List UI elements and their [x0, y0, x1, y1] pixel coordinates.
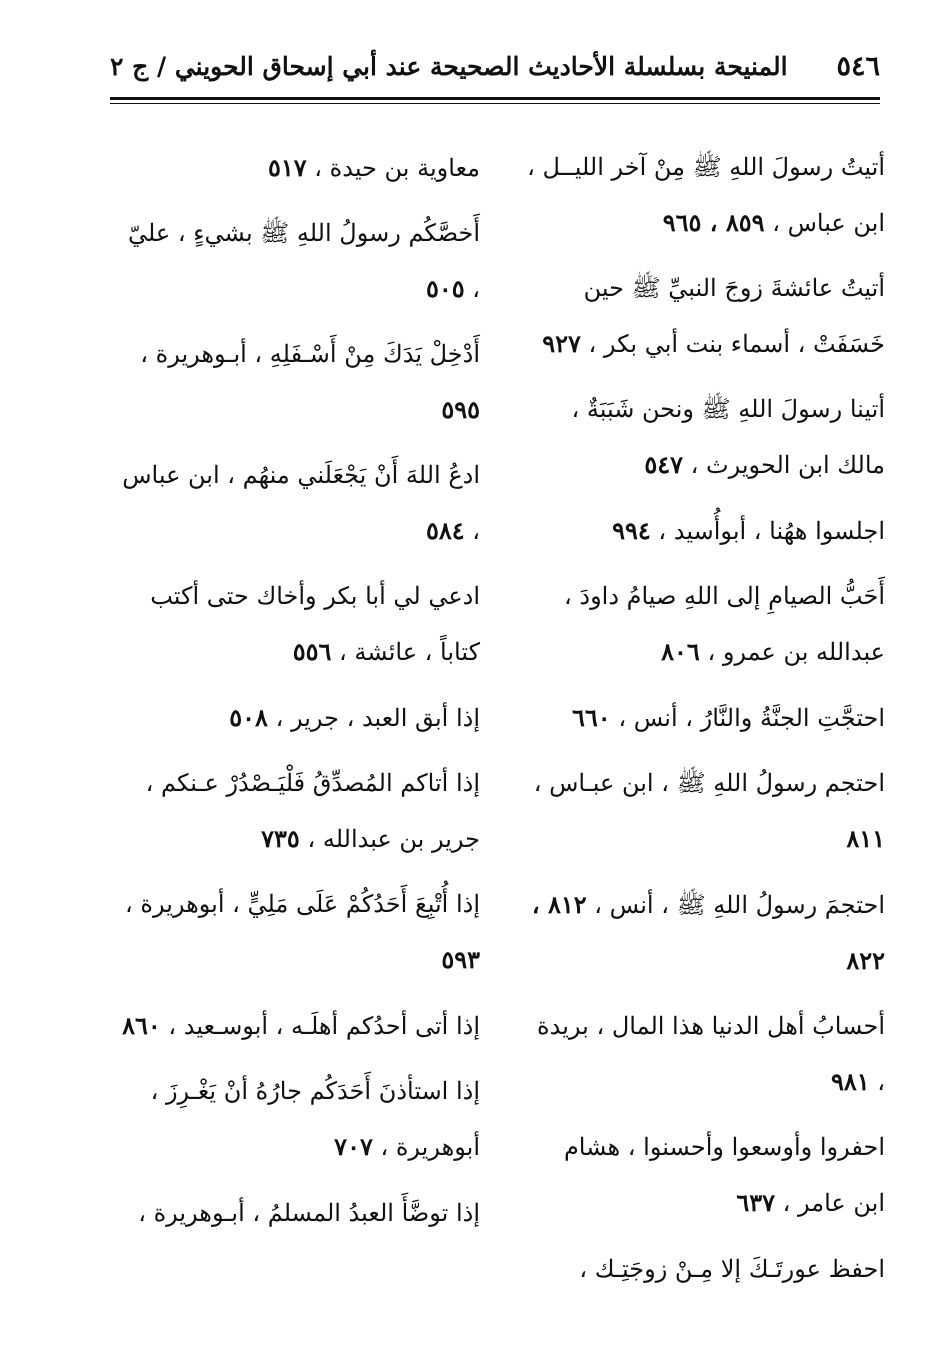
entry-reference: ٦٣٧ [736, 1188, 775, 1217]
index-entry [120, 206, 480, 317]
index-entry [120, 1064, 480, 1175]
entry-text: اجلسوا ههُنا ، أبوأُسيد ، [658, 517, 885, 545]
index-entry [525, 690, 885, 746]
entry-reference: ٩٢٧ [542, 329, 581, 358]
left-column [120, 140, 480, 1251]
index-entry [120, 756, 480, 867]
index-entry [525, 503, 885, 559]
entry-reference: ٥٨٤ [425, 516, 465, 545]
entry-text: إذا أبق العبد ، جرير ، [275, 704, 480, 732]
right-column [525, 140, 885, 1307]
entry-reference: ٥٩٣ [441, 945, 480, 974]
entry-reference: ٨٥٩ ، ٩٦٥ [662, 208, 765, 237]
running-title: المنيحة بسلسلة الأحاديث الصحيحة عند أبي إسحاق الحويني / ج ٢ [110, 51, 788, 81]
index-entry [525, 1120, 885, 1231]
entry-text: احفظ عورتَـكَ إلا مِـنْ زوجَتِـك ، [579, 1255, 885, 1283]
entry-text: معاوية بن حيدة ، [314, 154, 480, 182]
entry-reference: ٥٩٥ [441, 395, 480, 424]
entry-text: ادعُ اللهَ أَنْ يَجْعَلَني منهُم ، ابن عباس ، [122, 461, 480, 545]
entry-reference: ٨١١ [846, 824, 885, 853]
page-header [110, 40, 880, 92]
index-entry [120, 327, 480, 438]
entry-text: احتجَّتِ الجنَّةُ والنَّارُ ، أنس ، [618, 704, 885, 732]
index-entry [120, 569, 480, 680]
entry-text: احتجم رسولُ اللهِ ﷺ ، ابن عبـاس ، [533, 769, 885, 797]
entry-reference: ٨٦٠ [122, 1011, 161, 1040]
entry-reference: ٦٦٠ [572, 703, 611, 732]
entry-reference: ٥٠٨ [229, 703, 268, 732]
entry-text: أَخصَّكُم رسولُ اللهِ ﷺ بشيءٍ ، عليّ ، [127, 219, 480, 303]
index-entry [525, 756, 885, 867]
entry-reference: ٥١٧ [267, 153, 307, 182]
entry-text: احفروا وأوسعوا وأحسنوا ، هشام ابن عامر ، [563, 1133, 885, 1217]
index-entry [120, 140, 480, 196]
index-entry [525, 877, 885, 989]
index-entry [525, 1241, 885, 1297]
entry-text: إذا توضَّأَ العبدُ المسلمُ ، أبـوهريرة ، [138, 1199, 480, 1227]
index-entry [120, 448, 480, 559]
page-number: ٥٤٦ [836, 50, 880, 82]
entry-reference: ٥٥٦ [292, 637, 332, 666]
header-rule-thick [110, 97, 880, 100]
index-entry [120, 877, 480, 988]
entry-reference: ٨٠٦ [661, 637, 700, 666]
entry-text: إذا أتاكم المُصدِّقُ فَلْيَـصْدُرْ عـنكم ، جرير بن عبدالله ، [145, 769, 480, 853]
entry-text: إذا استأذنَ أَحَدَكُم جارُهُ أنْ يَغْـرِزَ ، أبوهريرة ، [150, 1077, 480, 1161]
entry-text: أتينا رسولَ اللهِ ﷺ ونحن شَبَبَةٌ ، مالك ابن الحويرث ، [571, 395, 885, 479]
index-entry [120, 1185, 480, 1241]
entry-text: احتجمَ رسولُ اللهِ ﷺ ، أنس ، [594, 891, 885, 919]
entry-reference: ٥٠٥ [425, 274, 465, 303]
entry-text: إذا أُتْبِعَ أَحَدُكُمْ عَلَى مَلِيٍّ ، أبوهريرة ، [125, 890, 480, 918]
entry-reference: ٨١٢ ، ٨٢٢ [531, 890, 885, 975]
header-rule-thin [110, 103, 880, 104]
entry-text: أحسابُ أهل الدنيا هذا المال ، بريدة ، [537, 1012, 885, 1096]
index-entry [120, 998, 480, 1054]
index-entry [525, 999, 885, 1110]
entry-text: أَحَبُّ الصيامِ إلى اللهِ صيامُ داودَ ، عبدالله بن عمرو ، [564, 582, 885, 666]
entry-reference: ٥٤٧ [644, 450, 684, 479]
entry-reference: ٩٨١ [830, 1067, 870, 1096]
entry-text: أتيتُ رسولَ اللهِ ﷺ مِنْ آخر الليــل ، ابن عباس ، [527, 153, 885, 237]
index-entry [525, 382, 885, 493]
entry-reference: ٩٩٤ [612, 516, 651, 545]
entry-reference: ٧٣٥ [261, 824, 300, 853]
entry-text: ادعي لي أبا بكر وأخاك حتى أكتب كتاباً ، عائشة ، [150, 582, 480, 666]
index-entry [525, 569, 885, 680]
entry-reference: ٧٠٧ [334, 1132, 373, 1161]
entry-text: إذا أتى أحدُكم أهلَـه ، أبوسـعيد ، [168, 1012, 480, 1040]
index-entry [120, 690, 480, 746]
entry-text: أَدْخِلْ يَدَكَ مِنْ أَسْـفَلِهِ ، أبـوهريرة ، [140, 340, 480, 368]
entry-text: أتيتُ عائشةَ زوجَ النبيِّ ﷺ حين خَسَفَتْ ، أسماء بنت أبي بكر ، [583, 274, 885, 358]
index-entry [525, 261, 885, 372]
index-entry [525, 140, 885, 251]
